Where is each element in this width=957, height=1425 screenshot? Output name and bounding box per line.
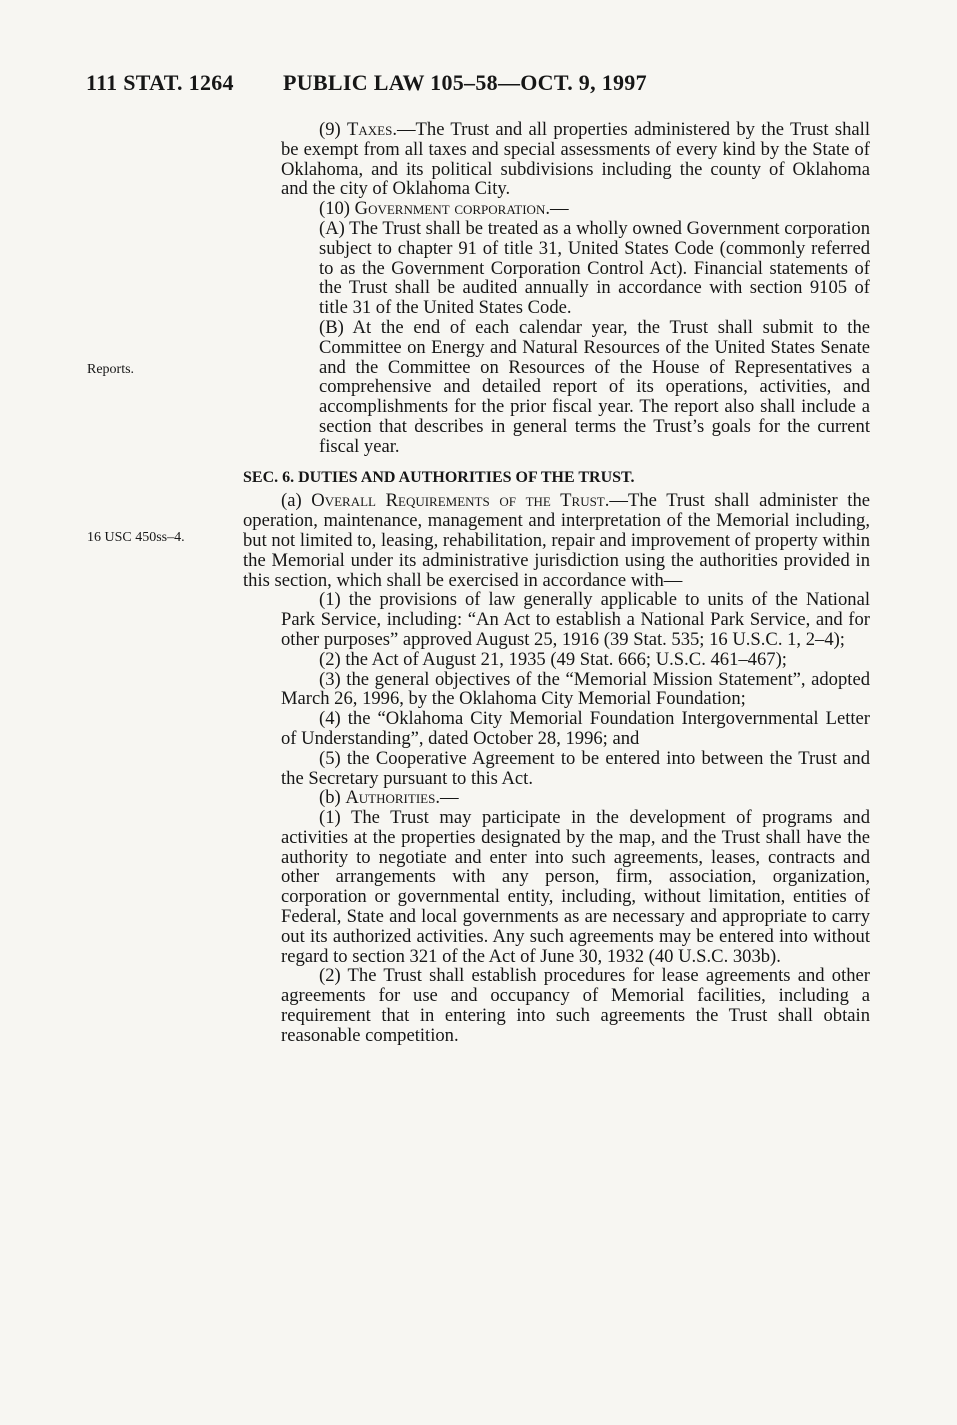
list-item: (4) the “Oklahoma City Memorial Foundation Intergovernmental Letter of Understanding”, dated October 28, 1996; and [281, 708, 870, 749]
document-body [243, 120, 870, 1046]
statute-reference: 111 STAT. 1264 [86, 70, 234, 95]
section-6-heading: SEC. 6. DUTIES AND AUTHORITIES OF THE TRUST. [243, 468, 635, 486]
list-item: (2) the Act of August 21, 1935 (49 Stat. 666; U.S.C. 461–467); [319, 648, 787, 670]
list-item: (5) the Cooperative Agreement to be entered into between the Trust and the Secretary pursuant to this Act. [281, 747, 870, 789]
list-item: (3) the general objectives of the “Memorial Mission Statement”, adopted March 26, 1996, by the Oklahoma City Memorial Foundation; [281, 668, 870, 710]
subsection-a-text: .—The Trust shall administer the operation, maintenance, management and interpretation of the Memorial including, but not limited to, leasing, rehabilitation, repair and improvement of property within the Memorial under its administrative jurisdiction using the authorities provided in this section, which shall be exercised in accordance with— [243, 490, 870, 591]
list-item: (1) the provisions of law generally applicable to units of the National Park Service, including: “An Act to establish a National Park Service, and for other purposes” approved August 25, 1916 (39 Stat. 535; 16 U.S.C. 1, 2–4); [281, 589, 870, 650]
margin-note-usc-citation: 16 USC 450ss–4. [87, 530, 185, 545]
govcorp-heading: Government corporation [354, 198, 546, 220]
subsection-b-heading: Authorities [345, 787, 436, 809]
subparagraph-b [319, 318, 870, 457]
subsection-b-dash: .— [435, 787, 459, 809]
subparagraph-a [319, 219, 870, 318]
taxes-number: (9) [319, 119, 341, 140]
subsection-a-number: (a) [281, 490, 302, 512]
paragraph-taxes [281, 120, 870, 199]
taxes-text: .—The Trust and all properties administered by the Trust shall be exempt from all taxes and special assessments of every kind by the State of Oklahoma, and its political subdivisions including the county of Oklahoma and the city of Oklahoma City. [281, 119, 870, 200]
subsection-b-number: (b) [319, 787, 341, 809]
margin-note-reports: Reports. [87, 362, 135, 377]
subparagraph-b-text: (B) At the end of each calendar year, the Trust shall submit to the Committee on Energy and Natural Resources of the United States Senate and the Committee on Resources of the House of Representatives a comprehensive and detailed report of its operations, activities, and accomplishments for the prior fiscal year. The report also shall include a section that describes in general terms the Trust’s goals for the current fiscal year. [319, 316, 870, 457]
subsection-b [281, 788, 870, 808]
taxes-heading: Taxes [347, 119, 393, 140]
page-header [0, 70, 957, 100]
authority-item: (1) The Trust may participate in the development of programs and activities at the properties designated by the map, and the Trust shall have the authority to negotiate and enter into such agreements, leases, contracts and other arrangements with any person, firm, association, organization, corporation or governmental entity, including, without limitation, entities of Federal, State and local governments as are necessary and appropriate to carry out its authorized activities. Any such agreements may be entered into without regard to section 321 of the Act of June 30, 1932 (40 U.S.C. 303b). [281, 807, 870, 967]
subsection-a-heading: Overall Requirements of the Trust [311, 490, 605, 512]
public-law-reference: PUBLIC LAW 105–58—OCT. 9, 1997 [283, 70, 647, 95]
govcorp-dash: .— [545, 198, 569, 220]
subparagraph-a-text: (A) The Trust shall be treated as a wholly owned Government corporation subject to chapter 91 of title 31, United States Code (commonly referred to as the Government Corporation Control Act). Financial statements of the Trust shall be audited annually in accordance with section 9105 of title 31 of the United States Code. [319, 217, 870, 319]
authority-item: (2) The Trust shall establish procedures for lease agreements and other agreements for use and occupancy of Memorial facilities, including a requirement that in entering into such agreements the Trust shall obtain reasonable competition. [281, 965, 870, 1046]
subsection-a [243, 491, 870, 590]
paragraph-government-corporation [281, 199, 870, 219]
govcorp-number: (10) [319, 198, 350, 220]
